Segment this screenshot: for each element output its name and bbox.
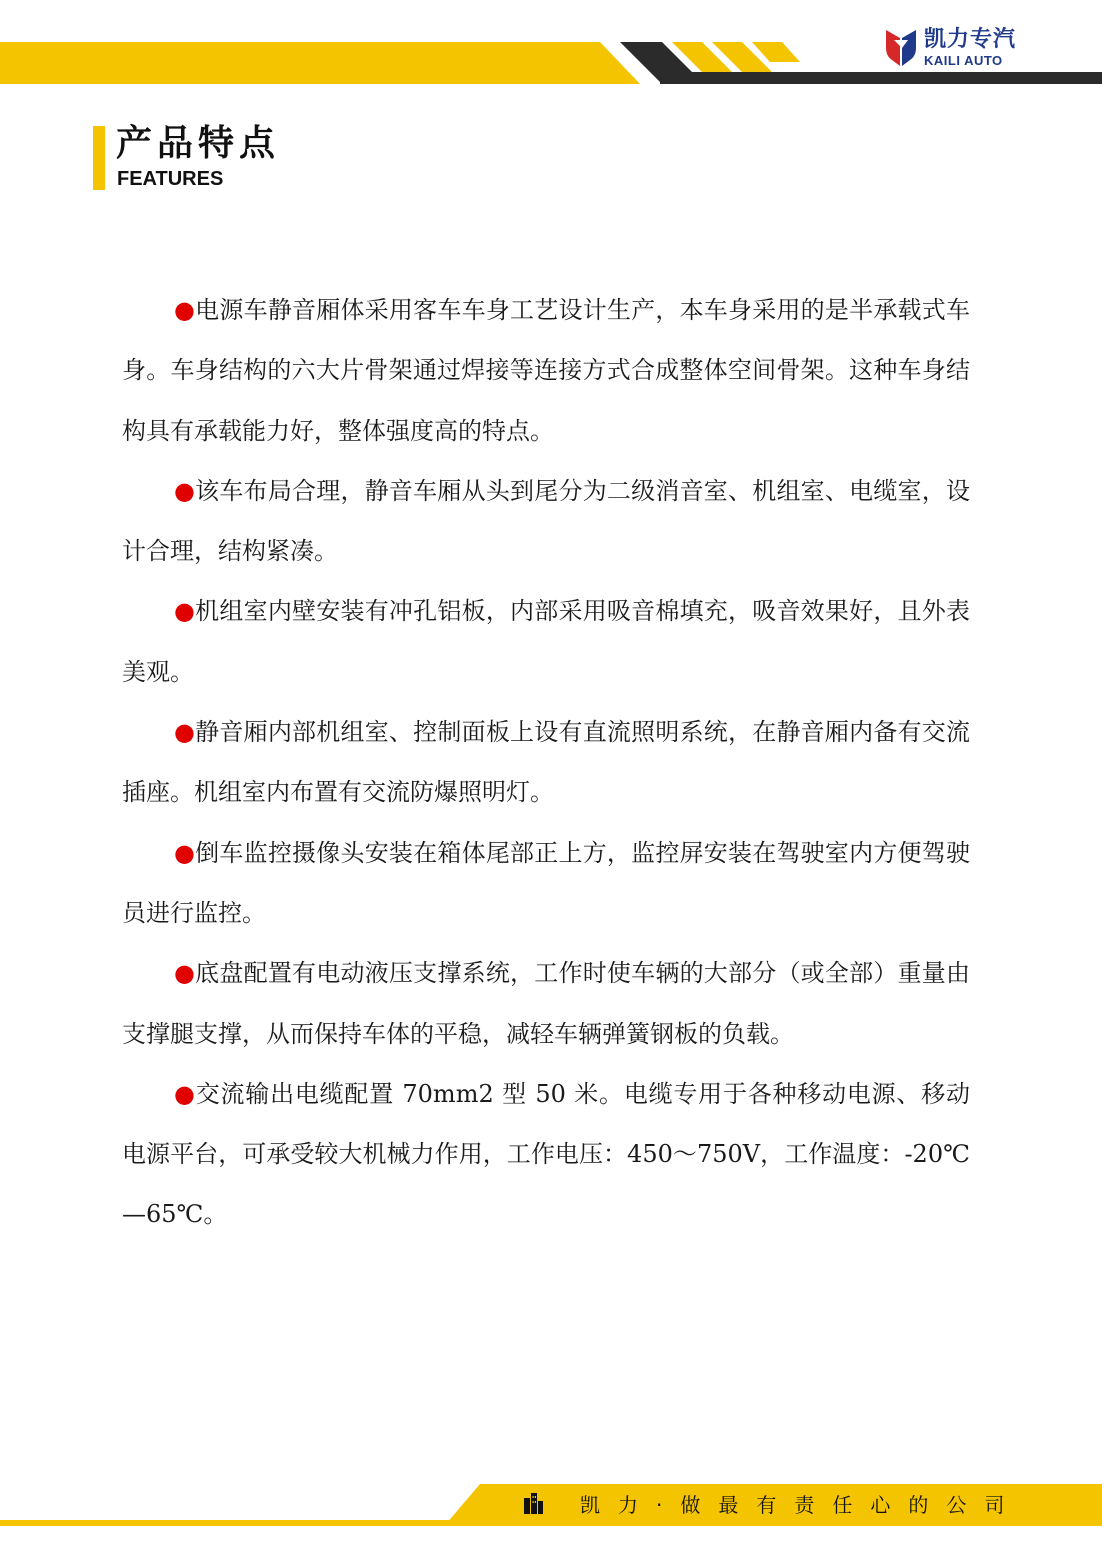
- feature-item: [122, 702, 970, 823]
- feature-text: 倒车监控摄像头安装在箱体尾部正上方，监控屏安装在驾驶室内方便驾驶员进行监控。: [122, 838, 970, 927]
- feature-text: 机组室内壁安装有冲孔铝板，内部采用吸音棉填充，吸音效果好，且外表美观。: [122, 597, 970, 686]
- kaili-shield-logo-icon: [884, 26, 918, 70]
- feature-text: 静音厢内部机组室、控制面板上设有直流照明系统，在静音厢内备有交流插座。机组室内布置有交流防爆照明灯。: [122, 718, 970, 807]
- brand-name-en: KAILI AUTO: [924, 53, 1003, 68]
- feature-text: 底盘配置有电动液压支撑系统，工作时使车辆的大部分（或全部）重量由支撑腿支撑，从而保持车体的平稳，减轻车辆弹簧钢板的负载。: [122, 959, 970, 1048]
- section-accent-bar: [93, 126, 105, 190]
- bullet-dot: ●: [174, 718, 196, 747]
- bullet-dot: ●: [174, 838, 196, 867]
- feature-text: 该车布局合理，静音车厢从头到尾分为二级消音室、机组室、电缆室，设计合理，结构紧凑。: [122, 476, 970, 566]
- bullet-dot: ●: [174, 476, 196, 505]
- feature-text: 电源车静音厢体采用客车车身工艺设计生产，本车身采用的是半承载式车身。车身结构的六大片骨架通过焊接等连接方式合成整体空间骨架。这种车身结构具有承载能力好，整体强度高的特点。: [122, 296, 970, 445]
- building-icon: [522, 1492, 544, 1514]
- bullet-dot: ●: [174, 1079, 196, 1108]
- footer-slogan: [522, 1488, 1022, 1518]
- feature-item: [122, 461, 970, 582]
- feature-item: [122, 581, 970, 702]
- bullet-dot: ●: [174, 296, 196, 324]
- feature-item: [122, 280, 970, 461]
- feature-item: [122, 943, 970, 1064]
- section-subtitle: FEATURES: [117, 168, 224, 190]
- feature-item: [122, 1064, 970, 1245]
- bullet-dot: ●: [174, 959, 196, 988]
- section-title: 产品特点: [116, 123, 281, 164]
- feature-text: 交流输出电缆配置 70mm2 型 50 米。电缆专用于各种移动电源、移动电源平台，可承受较大机械力作用，工作电压：450～750V，工作温度：-20℃—65℃。: [122, 1079, 970, 1229]
- bullet-dot: ●: [174, 597, 196, 626]
- brand-name-cn: 凯力专汽: [924, 27, 1017, 52]
- brand-logo: [884, 24, 1064, 72]
- feature-item: [122, 823, 970, 944]
- slogan-text: 凯力·做最有责任心的公司: [580, 1492, 1023, 1517]
- features-list: [122, 280, 970, 1245]
